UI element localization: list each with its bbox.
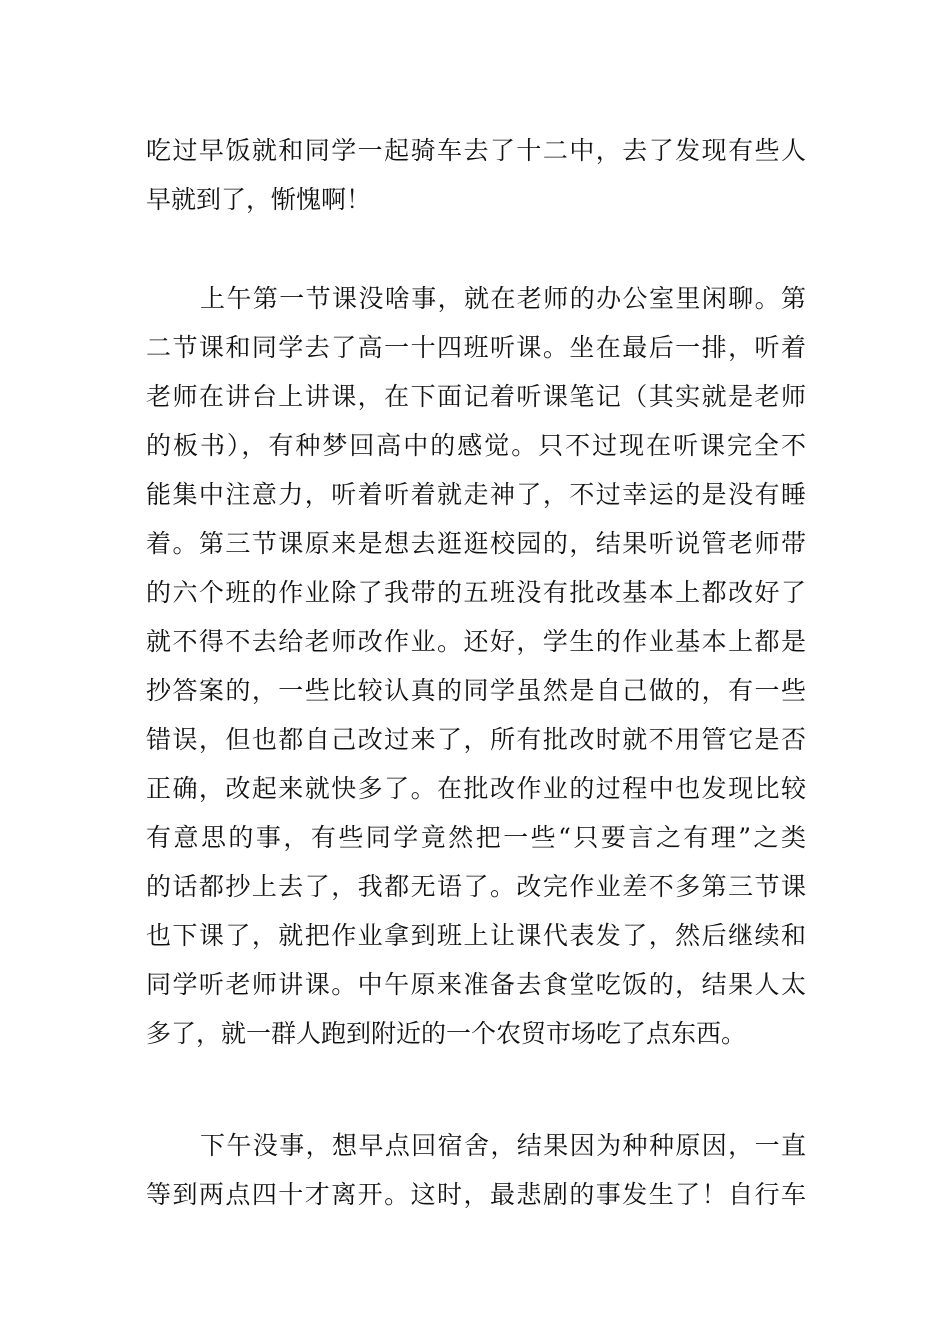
paragraph-3 — [146, 1121, 806, 1219]
paragraph-line: 早就到了，惭愧啊！ — [146, 185, 372, 214]
paragraph-line: 的六个班的作业除了我带的五班没有批改基本上都改好了 — [146, 578, 806, 607]
paragraph-line: 有意思的事，有些同学竟然把一些“只要言之有理”之类 — [146, 823, 806, 852]
paragraph-line: 多了，就一群人跑到附近的一个农贸市场吃了点东西。 — [146, 1019, 747, 1048]
paragraph-line: 错误，但也都自己改过来了，所有批改时就不用管它是否 — [146, 725, 806, 754]
paragraph-line: 同学听老师讲课。中午原来准备去食堂吃饭的，结果人太 — [146, 970, 806, 999]
paragraph-1 — [146, 126, 806, 224]
paragraph-line: 就不得不去给老师改作业。还好，学生的作业基本上都是 — [146, 627, 806, 656]
paragraph-line: 也下课了，就把作业拿到班上让课代表发了，然后继续和 — [146, 921, 806, 950]
paragraph-line: 正确，改起来就快多了。在批改作业的过程中也发现比较 — [146, 774, 806, 803]
paragraph-line: 等到两点四十才离开。这时，最悲剧的事发生了！自行车 — [146, 1180, 806, 1209]
paragraph-line: 着。第三节课原来是想去逛逛校园的，结果听说管老师带 — [146, 529, 806, 558]
paragraph-line: 上午第一节课没啥事，就在老师的办公室里闲聊。第 — [200, 284, 806, 313]
paragraph-line: 能集中注意力，听着听着就走神了，不过幸运的是没有睡 — [146, 480, 806, 509]
paragraph-2 — [146, 274, 806, 1058]
paragraph-line: 的话都抄上去了，我都无语了。改完作业差不多第三节课 — [146, 872, 806, 901]
paragraph-line: 的板书），有种梦回高中的感觉。只不过现在听课完全不 — [146, 431, 806, 460]
paragraph-line: 老师在讲台上讲课，在下面记着听课笔记（其实就是老师 — [146, 382, 806, 411]
paragraph-line: 抄答案的，一些比较认真的同学虽然是自己做的，有一些 — [146, 676, 806, 705]
paragraph-line: 二节课和同学去了高一十四班听课。坐在最后一排，听着 — [146, 333, 806, 362]
paragraph-line: 下午没事，想早点回宿舍，结果因为种种原因，一直 — [200, 1131, 806, 1160]
paragraph-line: 吃过早饭就和同学一起骑车去了十二中，去了发现有些人 — [146, 136, 806, 165]
